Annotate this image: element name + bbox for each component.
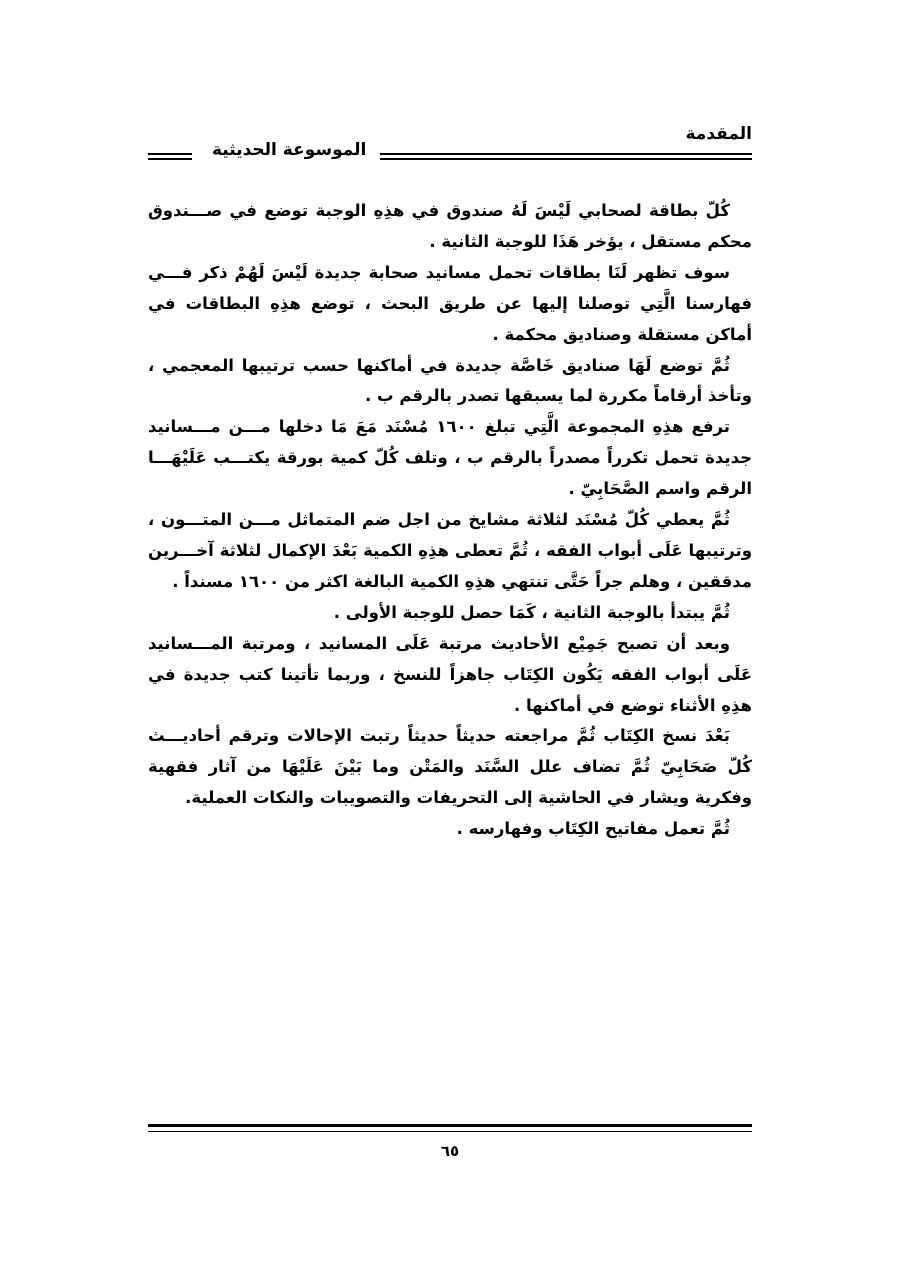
header-rule xyxy=(380,158,752,160)
paragraph: ثُمَّ توضع لَهَا صناديق خَاصَّة جديدة في أماكنها حسب ترتيبها المعجمي ، وتأخذ أرقاماً مكررة لما يسبقها تصدر بالرقم ب . xyxy=(148,355,752,406)
page-header xyxy=(148,118,752,178)
paragraph: كُلّ بطاقة لصحابي لَيْسَ لَهُ صندوق في هذِهِ الوجبة توضع في صـــندوق محكم مستقل ، يؤخر هَذَا للوجبة الثانية . xyxy=(148,201,752,251)
paragraph: ثُمَّ يعطي كُلّ مُسْنَد لثلاثة مشايخ من اجل ضم المتماثل مـــن المتـــون ، وترتيبها عَلَى أبواب الفقه ، ثُمَّ تعطى هذِهِ الكمية بَعْدَ الإكمال لثلاثة آخـــرين مدققين ، وهلم جراً حَتَّى تنتهي هذِهِ الكمية البالغة اكثر من ١٦٠٠ مسنداً . xyxy=(148,510,752,591)
chapter-title: المقدمة xyxy=(685,124,752,144)
page-body xyxy=(148,196,752,845)
header-rule-short xyxy=(148,158,192,160)
paragraph: وبعد أن تصبح جَمِيْع الأحاديث مرتبة عَلَى المسانيد ، ومرتبة المـــسانيد عَلَى أبواب الفقه يَكُون الكِتَاب جاهزاً للنسخ ، وربما تأتينا كتب جديدة في هذِهِ الأثناء توضع في أماكنها . xyxy=(148,633,752,715)
paragraph: ثُمَّ يبتدأ بالوجبة الثانية ، كَمَا حصل للوجبة الأولى . xyxy=(333,602,730,622)
footer-rule xyxy=(148,1131,752,1132)
paragraph: ثُمَّ تعمل مفاتيح الكِتَاب وفهارسه . xyxy=(456,819,730,839)
header-rule-short xyxy=(148,153,192,155)
page-footer xyxy=(148,1124,752,1164)
header-rule xyxy=(380,153,752,155)
page-number: ٦٥ xyxy=(440,1142,460,1160)
paragraph: سوف تظهر لَنَا بطاقات تحمل مسانيد صحابة جديدة لَيْسَ لَهُمْ ذكر فـــي فهارسنا الَّتِي توصلنا إليها عن طريق البحث ، توضع هذِهِ البطاقات في أماكن مستقلة وصناديق محكمة . xyxy=(148,262,752,344)
book-title: الموسوعة الحديثية xyxy=(212,140,367,160)
footer-rule xyxy=(148,1124,752,1127)
paragraph: ترفع هذِهِ المجموعة الَّتِي تبلغ ١٦٠٠ مُسْنَد مَعَ مَا دخلها مـــن مـــسانيد جديدة تحمل تكرراً مصدراً بالرقم ب ، وتلف كُلّ كمية بورقة يكتـــب عَلَيْهَـــا الرقم واسم الصَّحَابِيّ . xyxy=(148,417,752,499)
paragraph: بَعْدَ نسخ الكِتَاب ثُمَّ مراجعته حديثاً حديثاً رتبت الإحالات وترقم أحاديـــث كُلّ صَحَابِيّ ثُمَّ تضاف علل السَّنَد والمَتْن وما بَيْنَ عَلَيْهَا من آثار فقهية وفكرية ويشار في الحاشية إلى التحريفات والتصويبات والنكات العملية. xyxy=(148,726,752,808)
